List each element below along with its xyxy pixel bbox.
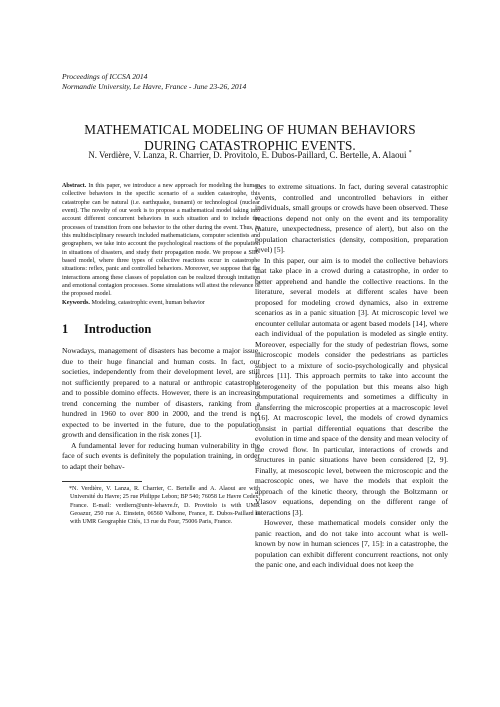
right-column [255, 182, 448, 571]
keywords-label: Keywords. [62, 299, 90, 306]
section-heading [62, 322, 260, 337]
section-number: 1 [62, 322, 69, 337]
section-title: Introduction [84, 322, 152, 337]
authors-text: N. Verdière, V. Lanza, R. Charrier, D. Provitolo, E. Dubos-Paillard, C. Bertelle, A. Alaoui [88, 150, 407, 160]
title-line-2: DURING CATASTROPHIC EVENTS. [144, 138, 356, 153]
author-footnote: *N. Verdière, V. Lanza, R. Charrier, C. Bertelle and A. Alaoui are with Université du Havre; 25 rue Philippe Lebon; BP 540; 76058 Le Havre Cedex, France. E-mail: verdiern@univ-lehavre.fr, D. Provitolo is with UMR Geoazur, 250 rue A. Einstein, 06560 Valbone, France, E. Dubos-Paillard is with UMR Geographie Cités, 13 rue du Four, 75006 Paris, France. [69, 486, 260, 525]
keywords [62, 299, 260, 307]
abstract-label: Abstract. [62, 183, 87, 189]
proceedings-line-1: Proceedings of ICCSA 2014 [62, 72, 148, 81]
keywords-text: Modeling, catastrophic event, human behavior [89, 299, 205, 306]
paragraph: However, these mathematical models consider only the panic reaction, and do not take into account what is well-known by now in human sciences [7, 15]: in a catastrophe, the population can exhibit different concurrent reactions, not only the panic one, and each individual does not keep the [255, 518, 448, 569]
paragraph: iors to extreme situations. In fact, during several catastrophic events, controlled and uncontrolled behaviors in either individuals, small groups or crowds have been observed. These reactions depend not only on the event and its temporality (nature, unexpectedness, presence of alert), but also on the population characteristics (density, composition, preparation level) [5]. [255, 182, 448, 254]
paragraph: In this paper, our aim is to model the collective behaviors that take place in a crowd during a catastrophe, in order to better apprehend and handle the collective reactions. In the literature, several models at different scales have been proposed for modeling crowd dynamics, also in extreme scenarios as in a panic situation [3]. At microscopic level we encounter cellular automata or agent based models [14], where each individual of the population is modeled as single entity. Moreover, especially for the study of pedestrian flows, some microscopic models consider the pedestrians as particles subject to a mixture of socio-psychologically and physical forces [11]. This approach permits to take into account the heterogeneity of the population but this means also high computational requirements and sometimes a difficulty in transferring the microscopic properties at a macroscopic level [16]. At macroscopic level, the models of crowd dynamics consist in partial differential equations that describe the evolution in time and space of the density and mean velocity of the crowd flow. In particular, interactions of crowds and structures in panic situations have been considered [2, 9]. Finally, at mesoscopic level, between the microscopic and the macroscopic ones, we have the models that exploit the approach of the kinetic theory, through the Boltzmann or Vlasov equations, depending on the different range of interactions [3]. [255, 255, 448, 517]
left-column [62, 182, 260, 526]
footnote-rule [62, 481, 142, 482]
right-body-text [255, 182, 448, 571]
proceedings-header [62, 72, 246, 93]
paragraph: Nowadays, management of disasters has become a major issue, due to their huge financial and human costs. In fact, our societies, independently from their development level, are still not sufficiently prepared to a natural or anthropic catastrophe and to possible domino effects. However, there is an increasing trend concerning the number of disasters, ranking from a hundred in 1960 to over 800 in 2000, and the trend is not expected to be inverted in the future, due to the population growth and densification in the risk zones [1]. [62, 346, 260, 440]
author-list [40, 150, 460, 160]
title-line-1: MATHEMATICAL MODELING OF HUMAN BEHAVIORS [84, 122, 416, 137]
abstract-text: In this paper, we introduce a new approach for modeling the human collective behaviors in the specific scenario of a sudden catastrophe, this catastrophe can be natural (i.e. earthquake, tsunami) or technological (nuclear event). The novelty of our work is to propose a mathematical model taking into account different concurrent behaviors in such situation and to include the processes of transition from one behavior to the other during the event. Thus, in this multidisciplinary research included mathematicians, computer scientists and geographers, we take into account the psychological reactions of the population in situations of disasters, and study their propagation mode. We propose a SIR-based model, where three types of collective reactions occur in catastrophe situations: reflex, panic and controlled behaviors. Moreover, we suppose that the interactions among these classes of population can be realized through imitation and emotional contagion processes. Some simulations will attest the relevance of the proposed model. [62, 183, 260, 298]
left-body-text [62, 346, 260, 472]
proceedings-line-2: Normandie University, Le Havre, France - June 23-26, 2014 [62, 82, 247, 92]
paragraph: A fundamental lever for reducing human vulnerability in the face of such events is definitely the population training, in order to adapt their behav- [62, 440, 260, 471]
author-footnote-mark: * [408, 150, 412, 157]
abstract [62, 182, 260, 299]
